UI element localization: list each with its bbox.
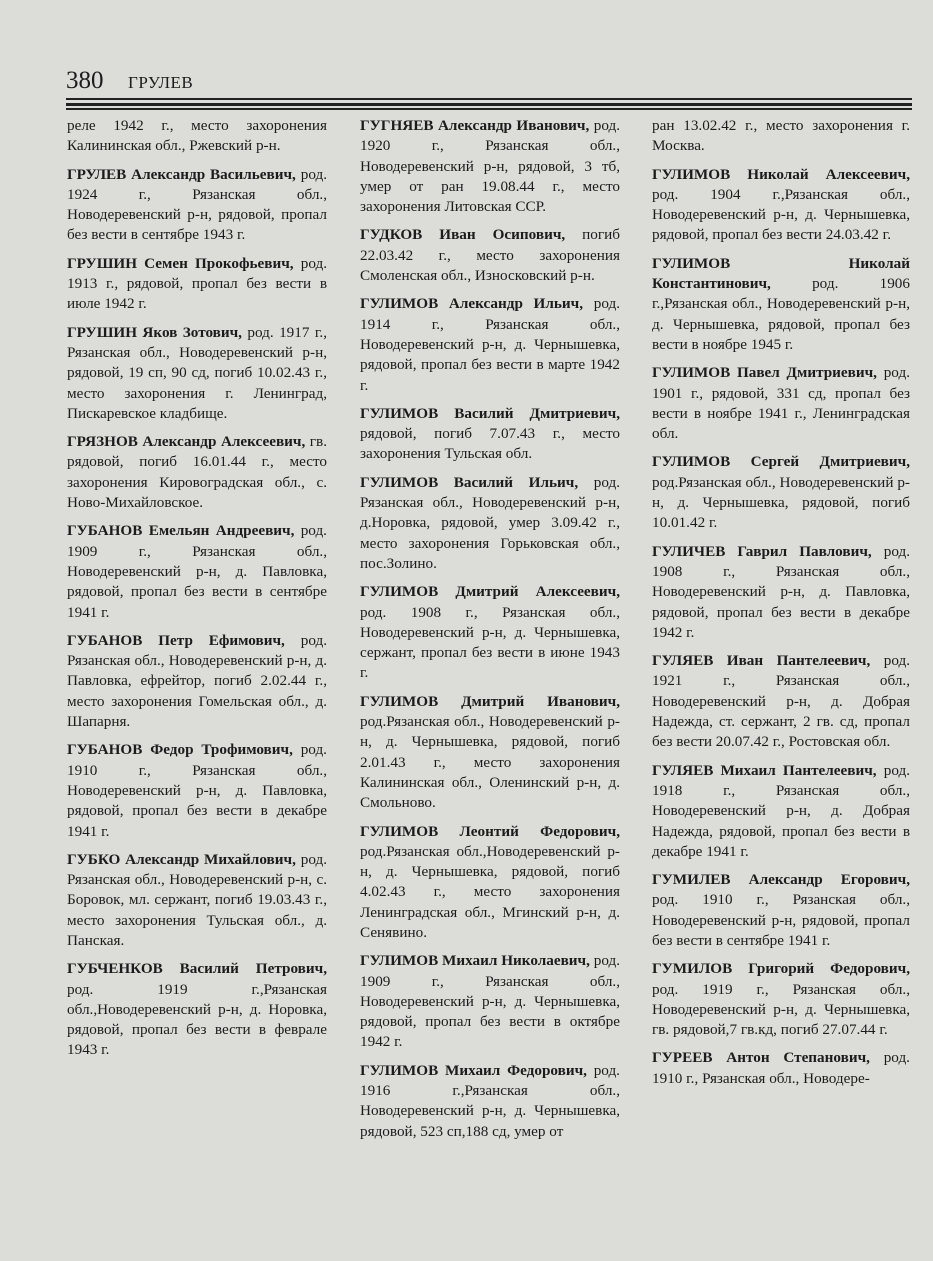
person-name: ГУЛИМОВ Василий Дмитриевич, [360, 404, 620, 422]
entry-text: род. 1918 г., Рязанская обл., Новодеревенский р-н, д. Добрая Надежда, рядовой, пропал без вести в декабре 1941 г. [652, 761, 910, 860]
person-name: ГУМИЛЕВ Александр Егорович, [652, 871, 910, 889]
entry-text: род. 1924 г., Рязанская обл., Новодеревенский р-н, рядовой, пропал без вести в сентябре 1943 г. [67, 165, 328, 244]
person-name: ГУЛИМОВ Михаил Николаевич, [360, 952, 590, 970]
entry-text: род. 1910 г., Рязанская обл., Новодере- [652, 1049, 910, 1087]
biography-entry [652, 452, 910, 533]
person-name: ГУЛИМОВ Леонтий Федорович, [360, 822, 620, 840]
entry-text: ран 13.02.42 г., место захоронения г. Москва. [652, 117, 910, 155]
biography-entry [67, 740, 327, 841]
header-rule [66, 108, 912, 110]
entry-text: род.Рязанская обл., Новодеревенский р-н, д. Чернышевка, рядовой, погиб 2.01.43 г., место захоронения Калининская обл., Оленинский р-н, д. Смольново. [360, 713, 620, 812]
biography-entry [652, 254, 910, 355]
person-name: ГУБАНОВ Петр Ефимович, [67, 631, 285, 649]
biography-entry [360, 822, 620, 944]
header-rule [66, 103, 912, 106]
person-name: ГУЛИМОВ Николай Алексеевич, [652, 165, 910, 183]
biography-entry [67, 254, 327, 315]
biography-entry [652, 761, 910, 862]
biography-entry [67, 323, 327, 424]
entry-text: род.Рязанская обл.,Новодеревенский р-н, д. Чернышевка, рядовой, погиб 4.02.43 г., место захоронения Ленинградская обл., Мгинский р-н, д. Сенявино. [360, 842, 620, 941]
biography-entry [360, 1061, 620, 1142]
entry-text: род. 1908 г., Рязанская обл., Новодеревенский р-н, д. Чернышевка, сержант, пропал без вести в июне 1943 г. [360, 603, 620, 682]
entry-text: род. 1904 г.,Рязанская обл., Новодеревенский р-н, д. Чернышевка, рядовой, пропал без вести 24.03.42 г. [652, 185, 910, 244]
biography-entry [360, 692, 620, 814]
entry-text: род. 1910 г., Рязанская обл., Новодеревенский р-н, рядовой, пропал без вести в сентябре 1941 г. [652, 891, 910, 949]
person-name: ГУБАНОВ Федор Трофимович, [67, 741, 293, 759]
person-name: ГУЛИМОВ Дмитрий Иванович, [360, 692, 620, 710]
page-number: 380 [66, 67, 104, 94]
page-header [66, 66, 916, 96]
person-name: ГУЛЯЕВ Михаил Пантелеевич, [652, 761, 877, 779]
text-column-2 [360, 116, 620, 1150]
biography-entry [652, 542, 910, 643]
entry-text: род.Рязанская обл., Новодеревенский р-н, д. Чернышевка, рядовой, погиб 10.01.42 г. [652, 473, 910, 532]
biography-entry [652, 363, 910, 444]
biography-entry [67, 432, 327, 513]
person-name: ГУЛИМОВ Василий Ильич, [360, 473, 579, 491]
person-name: ГУЛИМОВ Николай Константинович, [652, 254, 910, 293]
person-name: ГУМИЛОВ Григорий Федорович, [652, 960, 910, 978]
entry-text: род. 1914 г., Рязанская обл., Новодеревенский р-н, д. Чернышевка, рядовой, пропал без вести в марте 1942 г. [360, 295, 620, 394]
entry-text: род. 1919 г., Рязанская обл., Новодеревенский р-н, д. Чернышевка, гв. рядовой,7 гв.кд, погиб 27.07.44 г. [652, 980, 910, 1039]
header-rule [66, 98, 912, 100]
person-name: ГУБКО Александр Михайлович, [67, 850, 296, 868]
entry-text: род. 1919 г.,Рязанская обл.,Новодеревенский р-н, д. Норовка, рядовой, пропал без вести в феврале 1943 г. [67, 980, 327, 1059]
biography-entry [360, 116, 620, 217]
person-name: ГУЛИМОВ Павел Дмитриевич, [652, 364, 877, 382]
person-name: ГУЛИМОВ Дмитрий Алексеевич, [360, 583, 620, 601]
person-name: ГУБЧЕНКОВ Василий Петрович, [67, 960, 327, 978]
entry-text: род. 1916 г.,Рязанская обл., Новодеревенский р-н, д. Чернышевка, рядовой, 523 сп,188 сд, умер от [360, 1061, 620, 1140]
biography-entry [360, 294, 620, 395]
biography-entry [360, 404, 620, 465]
person-name: ГУГНЯЕВ Александр Иванович, [360, 117, 590, 134]
biography-entry [652, 870, 910, 951]
entry-text: рядовой, погиб 7.07.43 г., место захоронения Тульская обл. [360, 425, 620, 463]
entry-text: гв. рядовой, погиб 16.01.44 г., место захоронения Кировоградская обл., с. Ново-Михайловское. [67, 433, 327, 512]
entry-text: род. 1909 г., Рязанская обл., Новодеревенский р-н, д. Чернышевка, рядовой, пропал без вести в октябре 1942 г. [360, 952, 620, 1051]
person-name: ГУЛИМОВ Михаил Федорович, [360, 1061, 587, 1079]
biography-entry [360, 951, 620, 1052]
biography-entry [652, 1048, 910, 1089]
entry-text: род. 1917 г., Рязанская обл., Новодеревенский р-н, рядовой, 19 сп, 90 сд, погиб 10.02.43 г., место захоронения г. Ленинград, Пискаревское кладбище. [67, 323, 327, 422]
entry-text: род. 1908 г., Рязанская обл., Новодеревенский р-н, д. Павловка, рядовой, пропал без вести в декабре 1942 г. [652, 542, 911, 641]
biography-entry [652, 165, 910, 246]
person-name: ГРУЛЕВ Александр Васильевич, [67, 165, 296, 183]
entry-text: род. 1921 г., Рязанская обл., Новодеревенский р-н, д. Добрая Надежда, ст. сержант, 2 гв. сд, пропал без вести 20.07.42 г., Ростовская обл. [652, 652, 910, 751]
entry-text: род. 1906 г.,Рязанская обл., Новодеревенский р-н, д. Чернышевка, рядовой, пропал без вести в ноябре 1945 г. [652, 275, 910, 353]
entry-text: род. Рязанская обл., Новодеревенский р-н, д.Норовка, рядовой, умер 3.09.42 г., место захоронения Горьковская обл., пос.Золино. [360, 473, 620, 572]
biography-entry [67, 521, 327, 622]
running-head: ГРУЛЕВ [128, 73, 194, 92]
biography-entry [67, 850, 327, 951]
person-name: ГУЛЯЕВ Иван Пантелеевич, [652, 652, 871, 670]
text-column-3 [652, 116, 910, 1097]
entry-text: род. 1901 г., рядовой, 331 сд, пропал без вести в ноябре 1941 г., Ленинградская обл. [652, 364, 910, 443]
biography-entry [652, 116, 910, 157]
biography-entry [652, 959, 910, 1040]
entry-text: род. 1910 г., Рязанская обл., Новодеревенский р-н, д. Павловка, рядовой, пропал без вести в декабре 1941 г. [67, 741, 327, 840]
person-name: ГУРЕЕВ Антон Степанович, [652, 1049, 870, 1067]
entry-text: погиб 22.03.42 г., место захоронения Смоленская обл., Износковский р-н. [360, 226, 620, 285]
entry-text: род. 1909 г., Рязанская обл., Новодеревенский р-н, д. Павловка, рядовой, пропал без вести в сентябре 1941 г. [67, 522, 327, 621]
biography-entry [360, 225, 620, 286]
biography-entry [652, 651, 910, 752]
entry-text: род. 1913 г., рядовой, пропал без вести в июле 1942 г. [67, 254, 327, 313]
person-name: ГУЛИЧЕВ Гаврил Павлович, [652, 542, 872, 560]
person-name: ГУЛИМОВ Александр Ильич, [360, 295, 584, 313]
person-name: ГУБАНОВ Емельян Андреевич, [67, 522, 295, 540]
person-name: ГУЛИМОВ Сергей Дмитриевич, [652, 453, 910, 471]
biography-entry [67, 165, 327, 246]
entry-text: род. Рязанская обл., Новодеревенский р-н, с. Боровок, мл. сержант, погиб 19.03.43 г., место захоронения Тульская обл., д. Панская. [67, 850, 327, 949]
biography-entry [360, 582, 620, 683]
biography-entry [360, 473, 620, 574]
person-name: ГРУШИН Семен Прокофьевич, [67, 254, 294, 272]
person-name: ГРУШИН Яков Зотович, [67, 323, 242, 341]
entry-text: реле 1942 г., место захоронения Калининская обл., Ржевский р-н. [67, 117, 327, 155]
text-column-1 [67, 116, 327, 1069]
biography-entry [67, 631, 327, 732]
biography-entry [67, 116, 327, 157]
person-name: ГУДКОВ Иван Осипович, [360, 226, 566, 244]
person-name: ГРЯЗНОВ Александр Алексеевич, [67, 433, 306, 451]
entry-text: род. 1920 г., Рязанская обл., Новодеревенский р-н, рядовой, 3 тб, умер от ран 19.08.44 г., место захоронения Литовская ССР. [360, 117, 620, 216]
entry-text: род. Рязанская обл., Новодеревенский р-н, д. Павловка, ефрейтор, погиб 2.02.44 г., место захоронения Гомельская обл., д. Шапарня. [67, 631, 327, 731]
biography-entry [67, 959, 327, 1060]
